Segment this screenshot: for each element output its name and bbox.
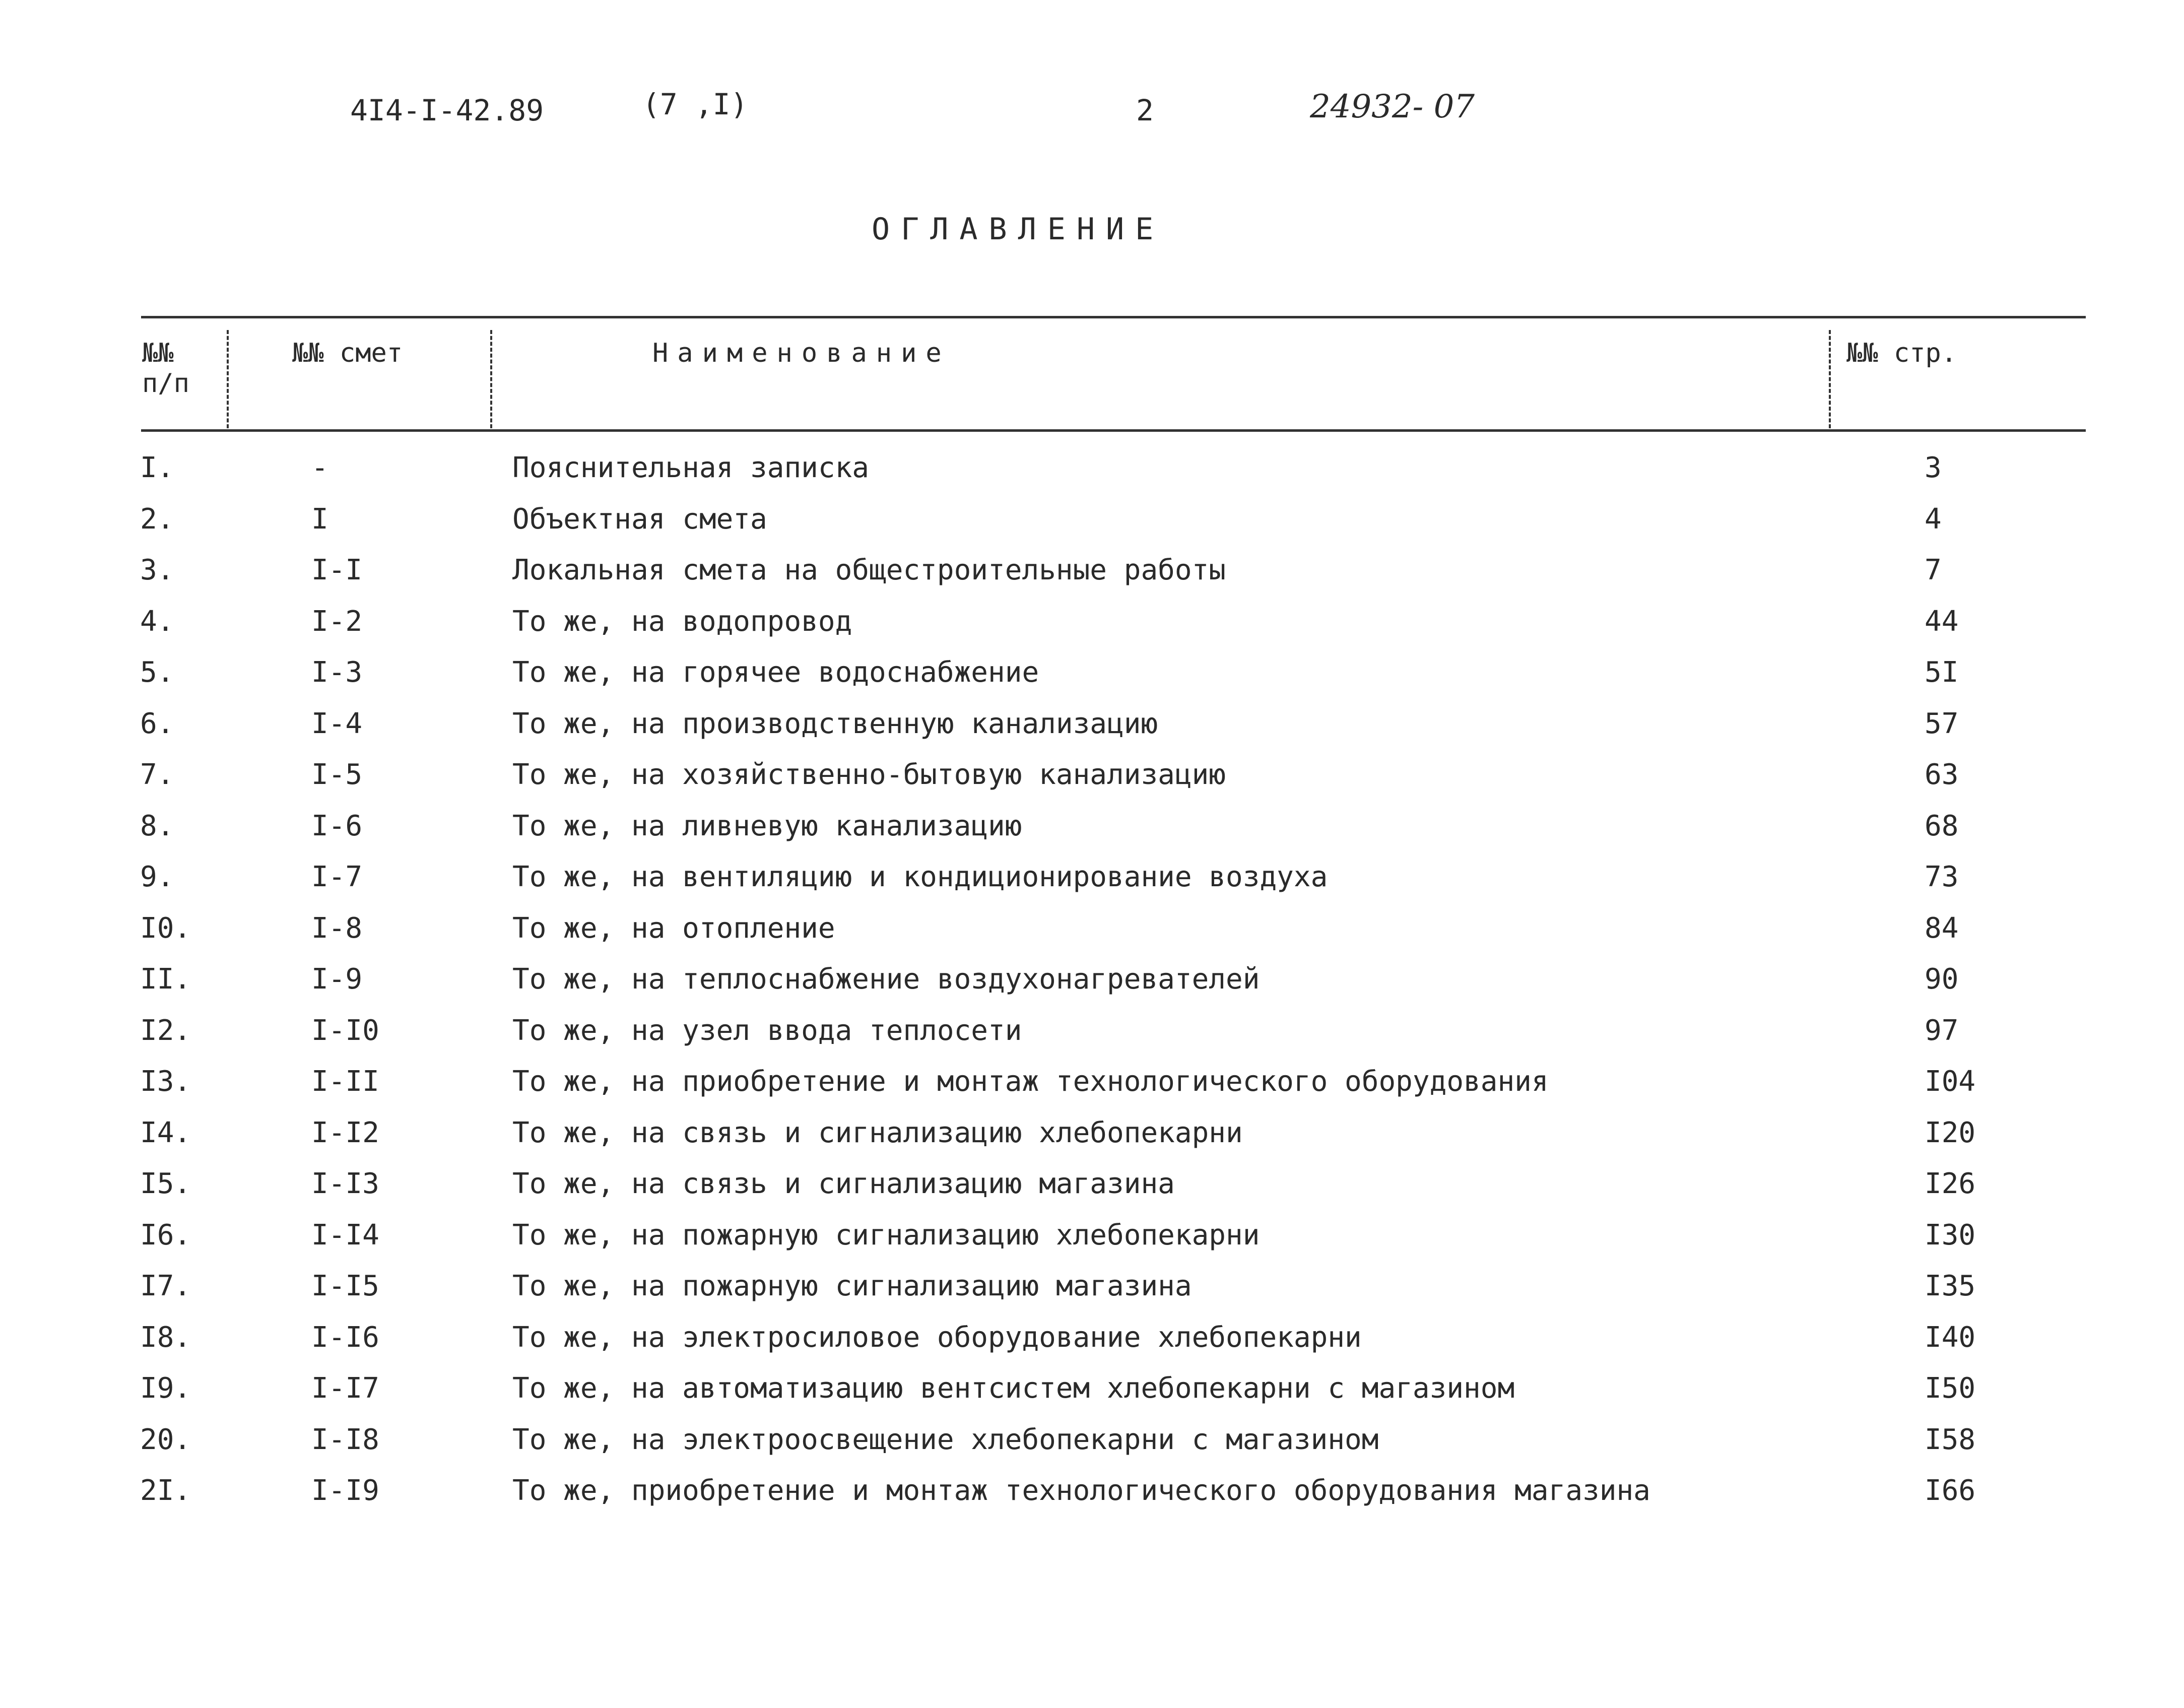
row-estimate: I-5 [311, 758, 363, 791]
row-estimate: I-I0 [311, 1014, 379, 1047]
row-estimate: - [311, 451, 328, 484]
table-row [0, 603, 2184, 654]
row-name: То же, на производственную канализацию [512, 707, 1158, 740]
row-name: То же, на хозяйственно-бытовую канализацию [512, 758, 1226, 791]
row-page: 90 [1925, 963, 1959, 996]
document-reference: (7 ,I) [642, 87, 748, 121]
column-divider [490, 330, 492, 428]
row-name: То же, на ливневую канализацию [512, 809, 1022, 842]
column-header-page: №№ стр. [1846, 338, 1957, 368]
row-number: I7. [140, 1270, 191, 1302]
row-number: I2. [140, 1014, 191, 1047]
row-number: I9. [140, 1372, 191, 1405]
row-page: I50 [1925, 1372, 1976, 1405]
row-number: I3. [140, 1065, 191, 1098]
table-row [0, 1319, 2184, 1370]
column-header-name: Наименование [652, 338, 951, 368]
table-row [0, 808, 2184, 859]
row-estimate: I-8 [311, 911, 363, 945]
row-estimate: I-I7 [311, 1372, 379, 1405]
row-page: 97 [1925, 1014, 1959, 1047]
row-page: 4 [1925, 502, 1942, 536]
table-row [0, 859, 2184, 910]
row-name: То же, на пожарную сигнализацию хлебопекарни [512, 1218, 1260, 1252]
page-title: ОГЛАВЛЕНИЕ [872, 212, 1165, 247]
column-header-estimate: №№ смет [292, 338, 403, 368]
row-number: 2I. [140, 1474, 191, 1507]
table-row [0, 501, 2184, 552]
row-number: 5. [140, 656, 174, 689]
row-estimate: I-II [311, 1065, 379, 1098]
row-estimate: I-6 [311, 809, 363, 842]
row-number: 9. [140, 861, 174, 893]
table-row [0, 1063, 2184, 1114]
row-estimate: I-2 [311, 605, 363, 638]
table-row [0, 1217, 2184, 1268]
row-estimate: I-I8 [311, 1423, 379, 1456]
row-page: I40 [1925, 1321, 1976, 1354]
inventory-number: 24932- 07 [1310, 88, 1475, 125]
row-number: 20. [140, 1423, 191, 1456]
row-name: Объектная смета [512, 502, 767, 536]
table-row [0, 705, 2184, 757]
table-row [0, 654, 2184, 705]
row-number: 4. [140, 605, 174, 638]
row-page: 68 [1925, 809, 1959, 842]
table-body [0, 449, 2184, 1524]
row-name: То же, на приобретение и монтаж технологического оборудования [512, 1065, 1549, 1098]
row-estimate: I-I3 [311, 1167, 379, 1200]
table-row [0, 1012, 2184, 1064]
row-estimate: I-I6 [311, 1321, 379, 1354]
row-name: То же, на пожарную сигнализацию магазина [512, 1270, 1192, 1302]
row-name: То же, на связь и сигнализацию магазина [512, 1167, 1175, 1200]
row-name: Пояснительная записка [512, 451, 870, 484]
row-number: 6. [140, 707, 174, 740]
table-row [0, 1421, 2184, 1473]
row-page: I35 [1925, 1270, 1976, 1302]
row-number: I5. [140, 1167, 191, 1200]
row-name: То же, на горячее водоснабжение [512, 656, 1039, 689]
table-row [0, 1268, 2184, 1319]
row-page: I66 [1925, 1474, 1976, 1507]
table-row [0, 1472, 2184, 1524]
row-estimate: I-9 [311, 963, 363, 996]
row-name: То же, на связь и сигнализацию хлебопекарни [512, 1116, 1243, 1149]
row-number: I0. [140, 911, 191, 945]
table-header-rule [141, 429, 2086, 432]
row-number: 7. [140, 758, 174, 791]
row-number: 3. [140, 554, 174, 586]
row-estimate: I-I5 [311, 1270, 379, 1302]
row-number: I4. [140, 1116, 191, 1149]
row-name: То же, на электроосвещение хлебопекарни с магазином [512, 1423, 1379, 1456]
row-number: 2. [140, 502, 174, 536]
row-page: 57 [1925, 707, 1959, 740]
row-estimate: I-7 [311, 861, 363, 893]
table-top-rule [141, 316, 2086, 318]
row-page: 3 [1925, 451, 1942, 484]
row-page: 44 [1925, 605, 1959, 638]
table-row [0, 961, 2184, 1012]
row-page: 63 [1925, 758, 1959, 791]
row-name: То же, на автоматизацию вентсистем хлебопекарни с магазином [512, 1372, 1515, 1405]
row-name: Локальная смета на общестроительные работы [512, 554, 1226, 586]
row-estimate: I-3 [311, 656, 363, 689]
row-number: I. [140, 451, 174, 484]
row-page: I26 [1925, 1167, 1976, 1200]
row-estimate: I-4 [311, 707, 363, 740]
row-name: То же, на электросиловое оборудование хлебопекарни [512, 1321, 1362, 1354]
row-number: I6. [140, 1218, 191, 1252]
table-row [0, 756, 2184, 808]
table-row [0, 1165, 2184, 1217]
row-name: То же, на узел ввода теплосети [512, 1014, 1022, 1047]
row-page: 7 [1925, 554, 1942, 586]
row-estimate: I-I [311, 554, 363, 586]
row-page: I20 [1925, 1116, 1976, 1149]
column-divider [227, 330, 229, 428]
row-name: То же, на вентиляцию и кондиционирование воздуха [512, 861, 1328, 893]
row-name: То же, на теплоснабжение воздухонагревателей [512, 963, 1260, 996]
row-number: I8. [140, 1321, 191, 1354]
row-estimate: I [311, 502, 328, 536]
document-code: 4I4-I-42.89 [350, 93, 544, 127]
column-divider [1829, 330, 1831, 428]
table-row [0, 1370, 2184, 1421]
row-estimate: I-I4 [311, 1218, 379, 1252]
row-page: 84 [1925, 911, 1959, 945]
row-page: 73 [1925, 861, 1959, 893]
table-row [0, 910, 2184, 961]
row-page: I30 [1925, 1218, 1976, 1252]
table-row [0, 552, 2184, 603]
row-page: I04 [1925, 1065, 1976, 1098]
row-number: II. [140, 963, 191, 996]
row-name: То же, приобретение и монтаж технологического оборудования магазина [512, 1474, 1650, 1507]
row-number: 8. [140, 809, 174, 842]
row-estimate: I-I2 [311, 1116, 379, 1149]
row-estimate: I-I9 [311, 1474, 379, 1507]
row-name: То же, на водопровод [512, 605, 852, 638]
row-name: То же, на отопление [512, 911, 835, 945]
column-header-number: №№ п/п [142, 338, 189, 399]
page-number: 2 [1136, 93, 1154, 127]
row-page: I58 [1925, 1423, 1976, 1456]
table-row [0, 449, 2184, 501]
table-row [0, 1114, 2184, 1166]
row-page: 5I [1925, 656, 1959, 689]
